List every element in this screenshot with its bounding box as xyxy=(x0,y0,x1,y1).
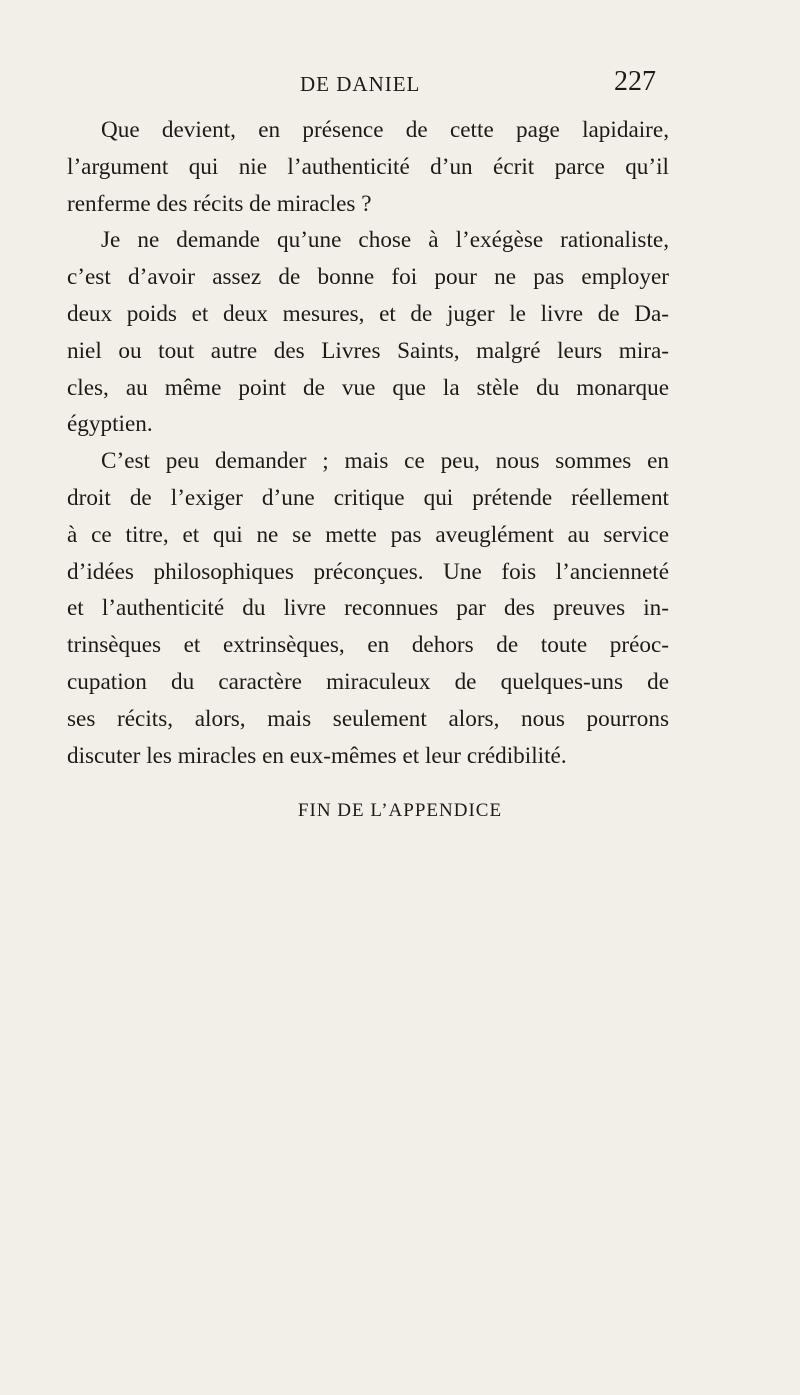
text-line: à ce titre, et qui ne se mette pas aveuglément au service xyxy=(67,521,669,548)
text-line: Je ne demande qu’une chose à l’exégèse rationaliste, xyxy=(101,227,669,254)
text-line: ses récits, alors, mais seulement alors, nous pourrons xyxy=(67,705,669,732)
text-line: Que devient, en présence de cette page lapidaire, xyxy=(101,117,669,143)
text-line: trinsèques et extrinsèques, en dehors de toute préoc- xyxy=(67,632,669,659)
text-line: cles, au même point de vue que la stèle du monarque xyxy=(67,374,669,401)
page-number: 227 xyxy=(614,66,656,97)
text-line: d’idées philosophiques préconçues. Une fois l’ancienneté xyxy=(67,558,669,585)
text-line: deux poids et deux mesures, et de juger le livre de Da- xyxy=(67,300,669,327)
body-text xyxy=(67,112,669,774)
text-line: cupation du caractère miraculeux de quelques-uns de xyxy=(67,668,669,695)
text-line: égyptien. xyxy=(67,411,153,438)
text-line: c’est d’avoir assez de bonne foi pour ne pas employer xyxy=(67,264,669,291)
text-line: C’est peu demander ; mais ce peu, nous sommes en xyxy=(101,448,669,475)
text-line: discuter les miracles en eux-mêmes et leur crédibilité. xyxy=(67,742,567,769)
text-line: droit de l’exiger d’une critique qui prétende réellement xyxy=(67,484,669,511)
text-line: niel ou tout autre des Livres Saints, malgré leurs mira- xyxy=(67,337,669,364)
text-line: renferme des récits de miracles ? xyxy=(67,190,372,217)
end-of-appendix-colophon: FIN DE L’APPENDICE xyxy=(297,800,503,821)
text-line: et l’authenticité du livre reconnues par des preuves in- xyxy=(67,595,669,622)
running-head: DE DANIEL xyxy=(300,72,421,96)
text-line: l’argument qui nie l’authenticité d’un écrit parce qu’il xyxy=(67,153,669,180)
